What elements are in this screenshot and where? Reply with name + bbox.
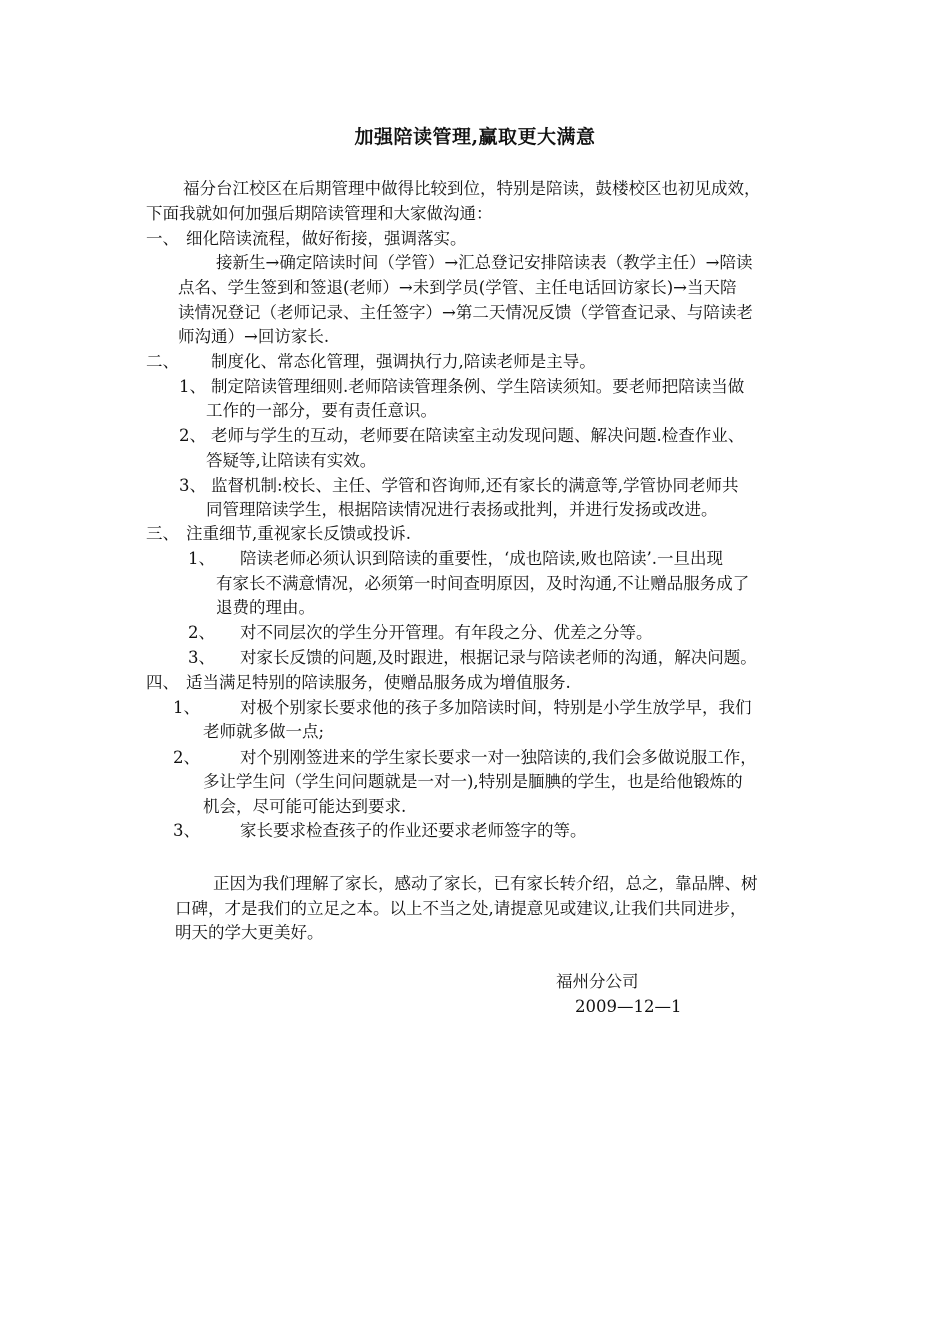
- item-number: 1、: [173, 698, 200, 717]
- item-number: 2、: [179, 426, 206, 445]
- closing-line: 正因为我们理解了家长，感动了家长，已有家长转介绍，总之，靠品牌、树: [213, 874, 758, 893]
- item-line: 多让学生问（学生问问题就是一对一),特别是腼腆的学生，也是给他锻炼的: [203, 772, 743, 791]
- paragraph-line: 接新生→确定陪读时间（学管）→汇总登记安排陪读表（教学主任）→陪读: [216, 253, 753, 272]
- item-line: 同管理陪读学生，根据陪读情况进行表扬或批判，并进行发扬或改进。: [206, 500, 718, 519]
- item-line: 监督机制:校长、主任、学管和咨询师,还有家长的满意等,学管协同老师共: [211, 476, 739, 495]
- intro-line: 福分台江校区在后期管理中做得比较到位，特别是陪读，鼓楼校区也初见成效，: [183, 179, 761, 198]
- section-marker: 二、: [146, 352, 179, 371]
- item-number: 1、: [188, 549, 215, 568]
- item-line: 对极个别家长要求他的孩子多加陪读时间，特别是小学生放学早，我们: [240, 698, 752, 717]
- closing-line: 明天的学大更美好。: [175, 923, 324, 942]
- section-marker: 三、: [146, 524, 179, 543]
- document-title: 加强陪读管理,赢取更大满意: [354, 126, 596, 148]
- section-marker: 四、: [146, 673, 179, 692]
- section-heading: 制度化、常态化管理，强调执行力,陪读老师是主导。: [211, 352, 596, 371]
- item-line: 老师就多做一点;: [203, 722, 325, 741]
- item-number: 3、: [188, 648, 215, 667]
- item-number: 2、: [188, 623, 215, 642]
- closing-line: 口碑，才是我们的立足之本。以上不当之处,请提意见或建议,让我们共同进步，: [175, 899, 747, 918]
- item-line: 制定陪读管理细则.老师陪读管理条例、学生陪读须知。要老师把陪读当做: [211, 377, 745, 396]
- item-line: 答疑等,让陪读有实效。: [206, 451, 377, 470]
- item-line: 老师与学生的互动，老师要在陪读室主动发现问题、解决问题.检查作业、: [211, 426, 745, 445]
- section-heading: 注重细节,重视家长反馈或投诉.: [186, 524, 411, 543]
- item-line: 陪读老师必须认识到陪读的重要性，‘成也陪读,败也陪读’.一旦出现: [240, 549, 723, 568]
- section-heading: 适当满足特别的陪读服务，使赠品服务成为增值服务.: [186, 673, 571, 692]
- paragraph-line: 点名、学生签到和签退(老师）→未到学员(学管、主任电话回访家长)→当天陪: [178, 278, 737, 297]
- item-line: 有家长不满意情况，必须第一时间查明原因，及时沟通,不让赠品服务成了: [216, 574, 750, 593]
- item-number: 3、: [173, 821, 200, 840]
- item-line: 对个别刚签进来的学生家长要求一对一独陪读的,我们会多做说服工作，: [240, 748, 757, 767]
- item-line: 机会，尽可能可能达到要求.: [203, 797, 407, 816]
- item-number: 2、: [173, 748, 200, 767]
- signature-company: 福州分公司: [556, 972, 639, 991]
- item-line: 对家长反馈的问题,及时跟进，根据记录与陪读老师的沟通，解决问题。: [240, 648, 757, 667]
- item-number: 3、: [179, 476, 206, 495]
- item-line: 对不同层次的学生分开管理。有年段之分、优差之分等。: [240, 623, 653, 642]
- section-heading: 细化陪读流程，做好衔接，强调落实。: [186, 229, 467, 248]
- paragraph-line: 读情况登记（老师记录、主任签字）→第二天情况反馈（学管查记录、与陪读老: [178, 303, 753, 322]
- intro-line: 下面我就如何加强后期陪读管理和大家做沟通：: [146, 204, 493, 223]
- item-line: 工作的一部分，要有责任意识。: [206, 401, 437, 420]
- paragraph-line: 师沟通）→回访家长.: [178, 327, 330, 346]
- item-line: 家长要求检查孩子的作业还要求老师签字的等。: [240, 821, 587, 840]
- signature-date: 2009—12—1: [575, 997, 682, 1016]
- item-number: 1、: [179, 377, 206, 396]
- item-line: 退费的理由。: [216, 598, 315, 617]
- section-marker: 一、: [146, 229, 179, 248]
